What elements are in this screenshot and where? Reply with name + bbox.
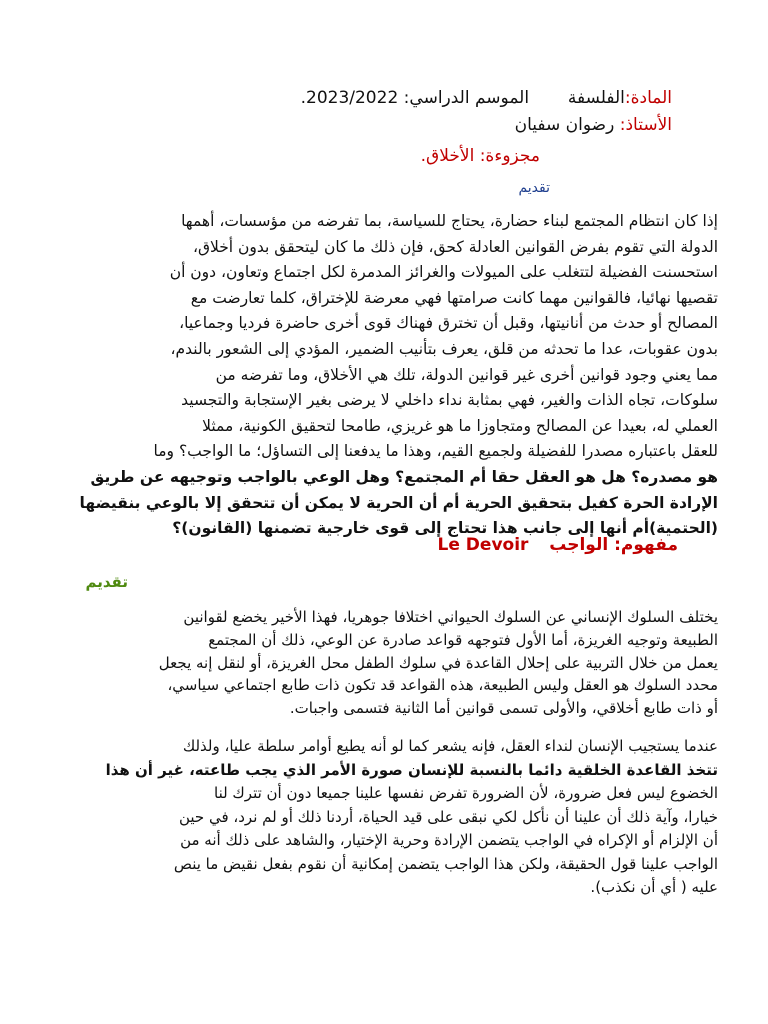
intro-line: الدولة التي تقوم بفرض القوانين العادلة كحق، فإن ذلك ما كان ليتحقق بدون أخلاق،	[192, 237, 718, 256]
intro-line: المصالح أو حدث من أنانيتها، وقبل أن تخترق فهناك قوى أخرى حاضرة فرديا وجماعيا،	[179, 314, 718, 333]
subject-value: الفلسفة	[567, 88, 625, 108]
intro-line: للعقل باعتباره مصدرا للفضيلة ولجميع القيم، وهذا ما يدفعنا إلى التساؤل؛ ما الواجب؟ وما	[153, 442, 718, 461]
season-label: الموسم الدراسي:	[403, 88, 530, 108]
intro-heading: تقديم	[518, 180, 550, 196]
season-value: 2023/2022.	[300, 88, 399, 108]
para2-line: أن الإلزام أو الإكراه في الواجب يتضمن الإرادة وحرية الإختيار، والشاهد على ذلك أنه من	[180, 831, 718, 849]
teacher-value: رضوان سفيان	[514, 115, 615, 135]
intro-line-question: الإرادة الحرة كفيل بتحقيق الحرية أم أن الحرية لا يمكن أن تتحقق إلا بالوعي بنقيضها	[79, 493, 718, 512]
subject-label: المادة:	[624, 88, 672, 108]
paragraph-2	[58, 735, 718, 900]
intro-line: مما يعني وجود قوانين أخرى غير قوانين الدولة، تلك هي الأخلاق، وما تفرضه من	[215, 365, 718, 384]
para2-line: عليه ( أي أن نكذب).	[590, 878, 718, 896]
intro-line: بدون عقوبات، عدا ما تحدثه من قلق، يعرف بتأنيب الضمير، المؤدي إلى الشعور بالندم،	[170, 339, 718, 358]
intro-line: إذا كان انتظام المجتمع لبناء حضارة، يحتاج للسياسة، بما تفرضه من مؤسسات، أهمها	[181, 212, 718, 230]
concept-french: Le Devoir	[437, 535, 529, 555]
para1-line: محدد السلوك هو العقل وليس الطبيعة، هذه القواعد قد تكون ذات طابع اجتماعي سياسي،	[167, 676, 718, 695]
section-heading: تقديم	[85, 573, 128, 591]
intro-line: العملي له، بعيدا عن المصالح ومتجاوزا ما هو غريزي، طامحا لتحقيق الكونية، ممثلا	[202, 416, 718, 435]
intro-line: سلوكات، تجاه الذات والغير، فهي بمثابة نداء داخلي لا يرضى بغير الإستجابة والتجسيد	[181, 391, 718, 410]
header-subject-line	[301, 88, 672, 108]
concept-label: مفهوم: الواجب	[549, 535, 678, 555]
header-module-line	[421, 146, 540, 166]
paragraph-1	[58, 606, 718, 720]
concept-heading	[438, 535, 678, 555]
intro-line: استحسنت الفضيلة لتتغلب على الميولات والغرائز المدمرة لكل اجتماع وتعاون، دون أن	[169, 263, 718, 282]
teacher-label: الأستاذ:	[619, 115, 672, 135]
para2-line: الواجب علينا قول الحقيقة، ولكن هذا الواجب يتضمن إمكانية أن نقوم بفعل نقيض ما ينص	[173, 854, 718, 873]
para2-line-bold: تتخذ القاعدة الخلقية دائما بالنسبة للإنسان صورة الأمر الذي يجب طاعته، غير أن هذا	[105, 760, 718, 779]
para2-line: الخضوع ليس فعل ضرورة، لأن الضرورة تفرض نفسها علينا جميعا دون أن تترك لنا	[214, 784, 718, 802]
intro-line-question: (الحتمية)أم أنها إلى جانب هذا تحتاج إلى قوى خارجية تضمنها (القانون)؟	[172, 519, 718, 538]
para2-line: خيارا، وآية ذلك أن علينا أن نأكل لكي نبقى على قيد الحياة، أردنا ذلك أو لم نرد، في حين	[178, 807, 718, 826]
header-teacher-line	[515, 115, 672, 135]
para1-line: يختلف السلوك الإنساني عن السلوك الحيواني اختلافا جوهريا، فهذا الأخير يخضع لقوانين	[183, 608, 718, 626]
para2-line: عندما يستجيب الإنسان لنداء العقل، فإنه يشعر كما لو أنه يطيع أوامر سلطة عليا، ولذلك	[182, 737, 718, 755]
intro-paragraph	[58, 209, 718, 542]
intro-line-question: هو مصدره؟ هل هو العقل حقا أم المجتمع؟ وهل الوعي بالواجب وتوجيهه عن طريق	[90, 467, 718, 486]
para1-line: يعمل من خلال التربية على إحلال القاعدة في سلوك الطفل محل الغريزة، أو لنقل إنه يجعل	[158, 653, 718, 672]
module-label: مجزوءة:	[479, 146, 540, 166]
intro-line: تقصيها نهائيا، فالقوانين مهما كانت صرامتها فهي معرضة للإختراق، كلما تعارضت مع	[190, 288, 718, 307]
module-value: الأخلاق.	[420, 146, 475, 166]
para1-line: الطبيعة وتوجيه الغريزة، أما الأول فتوجهه قواعد صادرة عن الوعي، ذلك أن المجتمع	[208, 630, 718, 649]
para1-line: أو ذات طابع أخلاقي، والأولى تسمى قوانين أما الثانية فتسمى واجبات.	[289, 699, 718, 718]
